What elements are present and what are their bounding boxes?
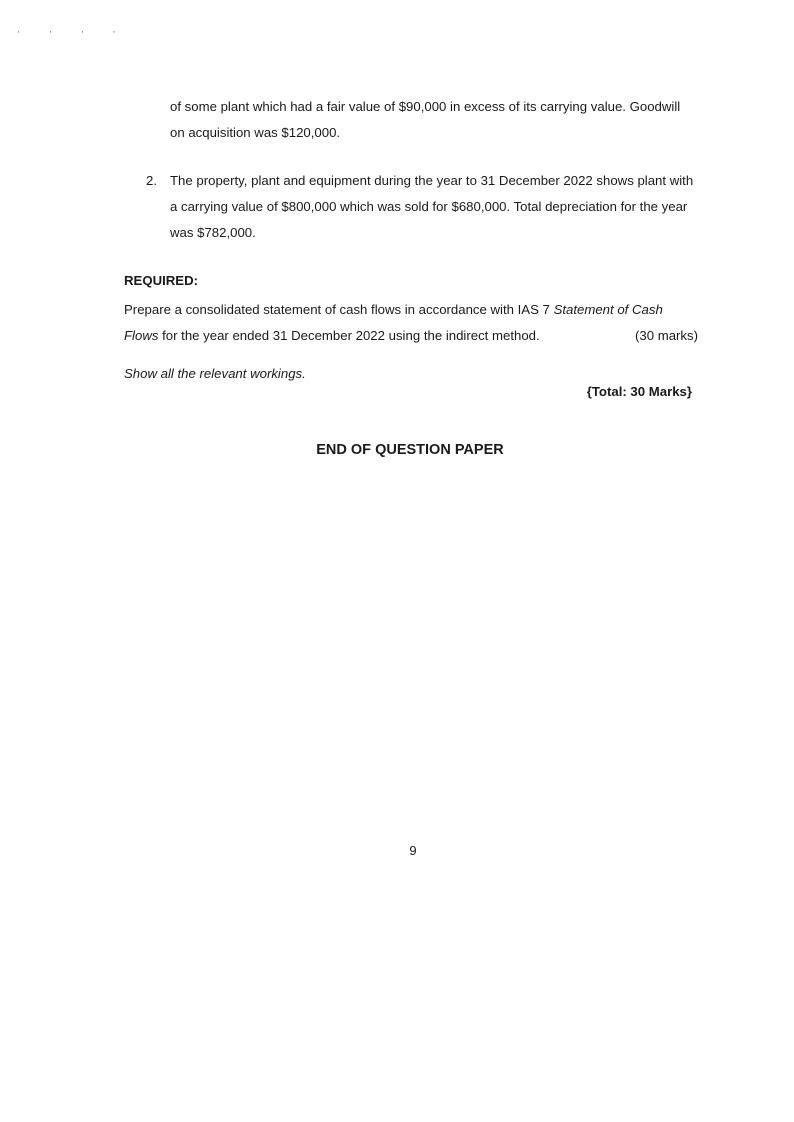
marks-allocation: (30 marks) xyxy=(634,328,698,343)
total-marks: {Total: 30 Marks} xyxy=(586,384,692,399)
list-item-number: 2. xyxy=(146,173,157,188)
instruction-text-end: for the year ended 31 December 2022 using the indirect method. xyxy=(158,328,540,343)
required-heading: REQUIRED: xyxy=(124,273,198,288)
workings-note: Show all the relevant workings. xyxy=(124,366,306,381)
list-item-2 xyxy=(146,168,698,246)
list-item-text: The property, plant and equipment during the year to 31 December 2022 shows plant with a carrying value of $800,000 which was sold for $680,000. Total depreciation for the year was $782,000. xyxy=(170,173,694,240)
scan-marks: ' ' ' ' xyxy=(18,30,129,39)
end-of-paper-heading: END OF QUESTION PAPER xyxy=(316,442,504,458)
continuation-paragraph: of some plant which had a fair value of $90,000 in excess of its carrying value. Goodwill on acquisition was $120,000. xyxy=(170,99,681,140)
required-instruction xyxy=(124,297,698,349)
page-number: 9 xyxy=(409,843,417,858)
standard-name: Statement of Cash Flows xyxy=(124,302,663,343)
instruction-text-start: Prepare a consolidated statement of cash flows in accordance with IAS 7 xyxy=(124,302,554,317)
